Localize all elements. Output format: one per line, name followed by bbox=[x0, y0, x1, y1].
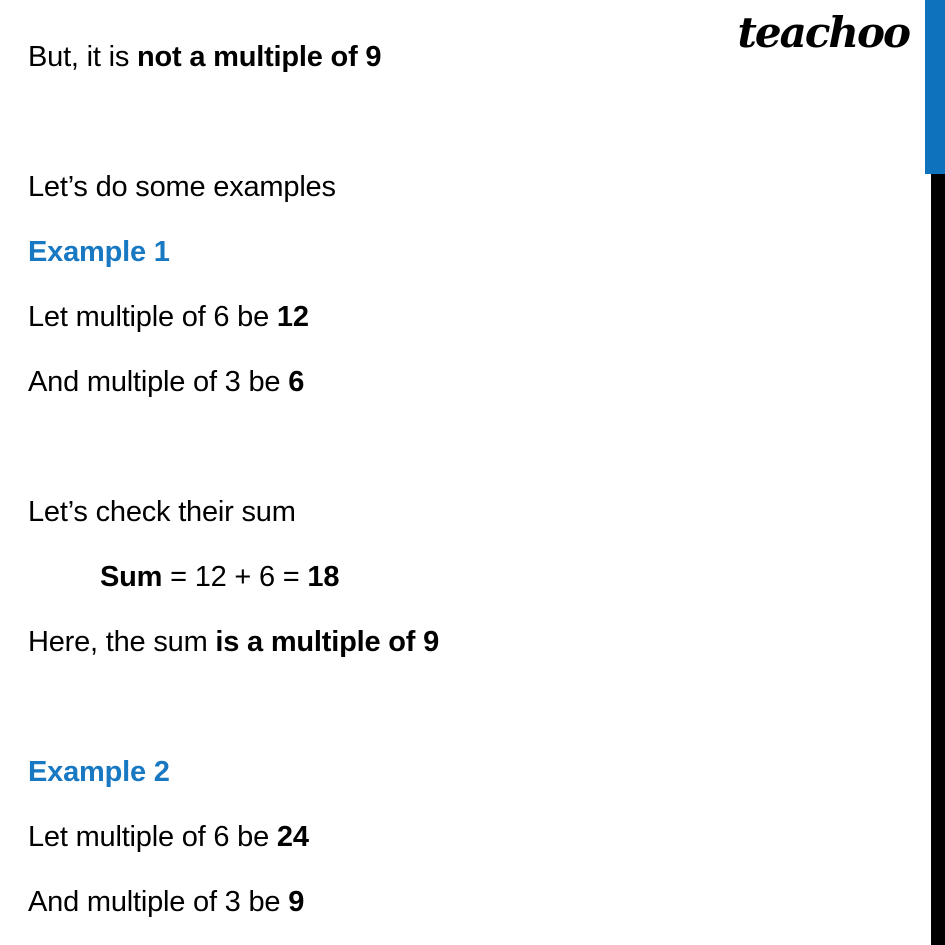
text-segment: Let’s check their sum bbox=[28, 496, 296, 528]
text-segment: 12 bbox=[276, 301, 309, 333]
text-segment: = 12 + 6 = bbox=[162, 561, 308, 593]
check-sum-intro bbox=[28, 493, 885, 531]
example-2-multiple-of-6 bbox=[28, 818, 885, 856]
example-2 bbox=[28, 753, 885, 921]
sum-check bbox=[28, 493, 885, 661]
example-2-heading bbox=[28, 753, 885, 791]
text-segment: is a multiple of 9 bbox=[215, 626, 440, 658]
text-segment: 9 bbox=[288, 886, 305, 918]
text-segment: Let’s do some examples bbox=[28, 171, 336, 203]
text-segment: Sum bbox=[100, 561, 163, 593]
example-1-multiple-of-6 bbox=[28, 298, 885, 336]
text-segment: Example 1 bbox=[28, 236, 170, 268]
sum-equation bbox=[28, 558, 885, 596]
text-segment: And multiple of 3 be bbox=[28, 366, 289, 398]
text-segment: And multiple of 3 be bbox=[28, 886, 289, 918]
blue-accent-bar bbox=[925, 0, 945, 174]
example-1-multiple-of-3 bbox=[28, 363, 885, 401]
text-segment: Let multiple of 6 be bbox=[28, 821, 277, 853]
text-segment: 6 bbox=[288, 366, 305, 398]
example-1 bbox=[28, 168, 885, 401]
sum-conclusion bbox=[28, 623, 885, 661]
black-edge-bar bbox=[931, 174, 945, 945]
example-1-heading bbox=[28, 233, 885, 271]
content bbox=[28, 38, 885, 921]
previous-conclusion bbox=[28, 38, 885, 76]
intro-examples bbox=[28, 168, 885, 206]
statement-not-multiple-of-9 bbox=[28, 38, 885, 76]
text-segment: 24 bbox=[276, 821, 309, 853]
text-segment: Example 2 bbox=[28, 756, 170, 788]
teachoo-logo: teachoo bbox=[737, 8, 909, 57]
text-segment: 18 bbox=[307, 561, 340, 593]
example-2-multiple-of-3 bbox=[28, 883, 885, 921]
text-segment: Here, the sum bbox=[28, 626, 216, 658]
text-segment: Let multiple of 6 be bbox=[28, 301, 277, 333]
text-segment: not a multiple of 9 bbox=[137, 41, 382, 73]
text-segment: But, it is bbox=[28, 41, 137, 73]
